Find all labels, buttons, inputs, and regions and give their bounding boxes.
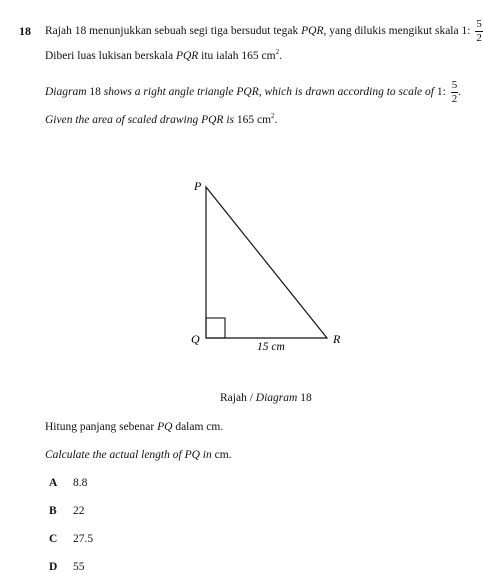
- base-length-label: 15 cm: [257, 341, 285, 353]
- scale-denominator: 2: [476, 31, 482, 44]
- malay-line2-end: .: [279, 50, 282, 62]
- triangle-name: PQR: [301, 25, 324, 37]
- triangle-name: PQR: [236, 86, 259, 98]
- english-scale-prefix: 1:: [436, 86, 449, 98]
- side-name: PQ: [184, 449, 200, 461]
- english-line2-end: .: [274, 114, 278, 126]
- option-letter: D: [49, 561, 58, 573]
- side-name: PQ: [157, 421, 173, 433]
- option-a[interactable]: [49, 477, 87, 489]
- option-value: 55: [73, 561, 85, 573]
- triangle-name: PQR: [175, 50, 199, 62]
- malay-line2-text: Diberi luas lukisan berskala: [45, 50, 176, 62]
- scale-numerator: 5: [476, 17, 482, 30]
- caption-english: Diagram: [255, 392, 298, 404]
- english-line1-end: .: [458, 86, 462, 98]
- vertex-label-r: R: [333, 332, 341, 346]
- option-value: 8.8: [73, 477, 88, 489]
- option-letter: B: [49, 505, 57, 517]
- diagram-caption: [220, 392, 312, 404]
- diagram-word: Diagram: [45, 86, 87, 98]
- triangle-pqr: [206, 187, 327, 338]
- squared-superscript: 2: [271, 112, 275, 121]
- triangle-name: PQR: [201, 114, 224, 126]
- diagram-number: 18: [86, 86, 104, 98]
- prompt-english-text: Calculate the actual length of: [45, 449, 185, 461]
- option-b[interactable]: [49, 505, 85, 517]
- prompt-english-unit: cm.: [214, 449, 232, 461]
- vertex-label-p: P: [194, 179, 202, 193]
- prompt-english: [45, 449, 232, 461]
- option-c[interactable]: [49, 533, 93, 545]
- english-line2-is: is: [223, 114, 237, 126]
- malay-line2-mid: itu ialah 165 cm: [198, 50, 276, 62]
- english-line1-text: shows a right angle triangle: [103, 86, 237, 98]
- english-line2-text: Given the area of scaled drawing: [45, 114, 202, 126]
- option-value: 27.5: [73, 533, 94, 545]
- area-value: 165 cm: [236, 114, 272, 126]
- caption-number: 18: [297, 392, 312, 404]
- malay-line1-suffix: , yang dilukis mengikut skala 1:: [323, 25, 474, 37]
- caption-malay: Rajah /: [220, 392, 256, 404]
- question-number: 18: [19, 24, 31, 38]
- prompt-english-in: in: [199, 449, 215, 461]
- prompt-malay-text: Hitung panjang sebenar: [45, 421, 158, 433]
- squared-superscript: 2: [275, 48, 280, 57]
- malay-line1-text: Rajah 18 menunjukkan sebuah segi tiga bersudut tegak: [45, 25, 302, 37]
- vertex-label-q: Q: [191, 332, 200, 346]
- option-letter: A: [49, 477, 58, 489]
- option-value: 22: [73, 505, 85, 517]
- right-angle-marker: [206, 318, 225, 338]
- english-line1-suffix: , which is drawn according to scale of: [258, 86, 437, 98]
- scale-numerator: 5: [451, 78, 458, 91]
- option-d[interactable]: [49, 561, 85, 573]
- prompt-malay-suffix: dalam cm.: [172, 421, 224, 433]
- option-letter: C: [49, 533, 58, 545]
- prompt-malay: [45, 421, 223, 433]
- scale-denominator: 2: [451, 92, 458, 105]
